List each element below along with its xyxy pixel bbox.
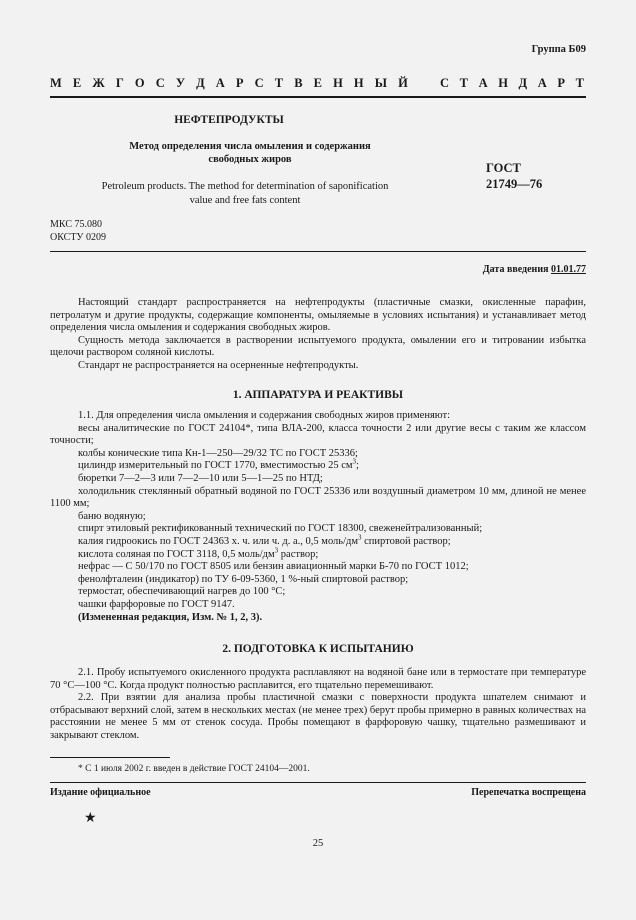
gost-label: ГОСТ: [486, 161, 521, 175]
list-item: спирт этиловый ректификованный технический по ГОСТ 18300, свеженейтрализованный;: [78, 523, 483, 535]
document-title: НЕФТЕПРОДУКТЫ: [174, 114, 284, 126]
banner-letter: М: [50, 76, 64, 90]
classification-codes: [50, 219, 106, 244]
banner-letter: Т: [459, 76, 470, 90]
official-edition-label: Издание официальное: [50, 787, 151, 798]
gost-number: [486, 160, 542, 192]
list-item: баню водяную;: [78, 510, 146, 522]
list-item: чашки фарфоровые по ГОСТ 9147.: [78, 598, 235, 610]
gost-code: 21749—76: [486, 177, 543, 191]
amendment-note: (Измененная редакция, Изм. № 1, 2, 3).: [78, 611, 263, 623]
banner-letter: Ж: [92, 76, 107, 90]
subtitle-line-1: Метод определения числа омыления и содержания: [129, 141, 371, 152]
banner-right-letters: [440, 76, 586, 91]
list-item: колбы конические типа Кн-1—250—29/32 ТС по ГОСТ 25336;: [78, 447, 358, 459]
list-item-text: кислота соляная по ГОСТ 3118, 0,5 моль/дм: [78, 548, 275, 560]
banner-letter: А: [478, 76, 490, 90]
banner-letter: С: [254, 76, 266, 90]
banner-letter: Г: [115, 76, 126, 90]
page-number: 25: [312, 838, 324, 849]
banner-letter: Р: [557, 76, 567, 90]
banner-letter: У: [175, 76, 187, 90]
list-item-text: цилиндр измерительный по ГОСТ 1770, вместимостью 25 см: [78, 460, 353, 472]
star-icon: ★: [84, 811, 97, 826]
banner-letter: В: [294, 76, 305, 90]
okstu-code: ОКСТУ 0209: [50, 231, 107, 243]
list-item: нефрас — С 50/170 по ГОСТ 8505 или бензин авиационный марки Б-70 по ГОСТ 1012;: [78, 561, 469, 573]
banner-letter: А: [537, 76, 549, 90]
superscript: 3: [357, 533, 362, 542]
header-rule: [50, 96, 586, 98]
english-title-line-1: Petroleum products. The method for determination of saponification: [101, 181, 389, 192]
section-2-body: [50, 667, 586, 743]
title-block-rule: [50, 251, 586, 252]
banner-letter: Й: [398, 76, 410, 90]
list-item-tail: раствор;: [278, 548, 319, 560]
banner-letter: Т: [575, 76, 586, 90]
document-subtitle: [60, 140, 440, 166]
banner-left-letters: [50, 76, 410, 91]
banner-letter: Е: [313, 76, 324, 90]
section-1-body: [50, 410, 586, 624]
section-2-paragraph-2: 2.2. При взятии для анализа пробы пластичной смазки с поверхности продукта шпателем снимают и отбрасывают верхний слой, затем в нескольких местах (не менее трех) берут пробы примерно в равных количествах на расстоянии не менее 5 мм от стенок сосуда. Пробы помещают в фарфоровую чашку, тщательно размешивают и закрывают стеклом.: [50, 692, 586, 741]
section-1-heading: 1. АППАРАТУРА И РЕАКТИВЫ: [232, 389, 404, 401]
banner-letter: О: [134, 76, 147, 90]
list-item-tail: ;: [356, 460, 359, 472]
list-item: фенолфталеин (индикатор) по ТУ 6-09-5360, 1 %-ный спиртовой раствор;: [78, 573, 409, 585]
date-label: Дата введения: [482, 264, 549, 275]
english-title: [50, 180, 440, 207]
footnote: * С 1 июля 2002 г. введен в действие ГОСТ 24104—2001.: [78, 764, 310, 774]
banner-letter: Ы: [374, 76, 390, 90]
footnote-rule: [50, 757, 170, 758]
list-item-text: калия гидроокись по ГОСТ 24363 х. ч. или ч. д. а., 0,5 моль/дм: [78, 535, 358, 547]
section-2-heading: 2. ПОДГОТОВКА К ИСПЫТАНИЮ: [222, 643, 414, 655]
subtitle-line-2: свободных жиров: [208, 154, 292, 165]
section-1-lead: 1.1. Для определения числа омыления и содержания свободных жиров применяют:: [78, 410, 450, 421]
superscript: 3: [352, 457, 357, 466]
section-2-paragraph-1: 2.1. Пробу испытуемого окисленного продукта расплавляют на водяной бане или в термостате при температуре 70 °С—100 °С. Когда продукт полностью расплавится, его тщательно перемешивают.: [50, 667, 586, 691]
list-item-tail: спиртовой раствор;: [361, 535, 451, 547]
list-item: [50, 457, 586, 473]
banner-letter: Т: [274, 76, 286, 90]
banner-letter: С: [155, 76, 167, 90]
group-label: Группа Б09: [531, 44, 586, 55]
list-item: термостат, обеспечивающий нагрев до 100 °С;: [78, 586, 286, 598]
english-title-line-2: value and free fats content: [189, 194, 301, 206]
banner-letter: Н: [498, 76, 510, 90]
banner-letter: Н: [353, 76, 366, 90]
list-item: [50, 533, 586, 549]
banner-letter: Д: [196, 76, 207, 90]
banner-letter: С: [440, 76, 452, 90]
intro-paragraph-1: Настоящий стандарт распространяется на нефтепродукты (пластичные смазки, окисленные парафин, петролатум и другие продукты, содержащие компоненты, омыляемые в условиях испытания) и устанавливает метод определения числа омыления и содержания свободных жиров.: [50, 297, 586, 334]
introduction-section: [50, 297, 586, 373]
reprint-prohibited-label: Перепечатка воспрещена: [471, 787, 586, 798]
intro-paragraph-2: Сущность метода заключается в растворении испытуемого продукта, омылении его и титровании избытка щелочи раствором соляной кислоты.: [50, 334, 586, 359]
list-item: бюретки 7—2—3 или 7—2—10 или 5—1—25 по НТД;: [78, 472, 323, 484]
footer-rule: [50, 782, 586, 783]
list-item: холодильник стеклянный обратный водяной по ГОСТ 25336 или воздушный диаметром 10 мм, длиной не менее 1100 мм;: [50, 485, 586, 510]
mks-code: МКС 75.080: [50, 219, 102, 230]
interstate-standard-banner: [50, 76, 586, 91]
banner-letter: Р: [235, 76, 246, 90]
introduction-date: [483, 264, 586, 275]
banner-letter: Н: [333, 76, 345, 90]
list-item: весы аналитические по ГОСТ 24104*, типа ВЛА-200, класса точности 2 или другие весы с таким же классом точности;: [50, 422, 586, 447]
intro-paragraph-3: Стандарт не распространяется на осерненные нефтепродукты.: [78, 359, 359, 371]
banner-letter: Е: [72, 76, 84, 90]
superscript: 3: [274, 546, 279, 555]
date-value: 01.01.77: [551, 264, 586, 275]
banner-letter: А: [215, 76, 227, 90]
banner-letter: Д: [518, 76, 530, 90]
list-item: [50, 546, 586, 562]
